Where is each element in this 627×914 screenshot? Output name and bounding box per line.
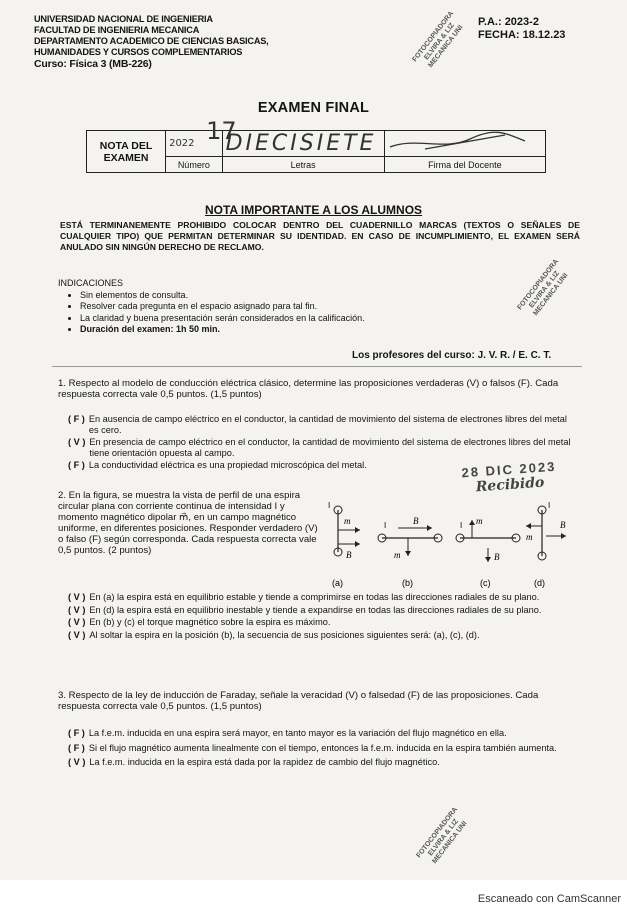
divider	[52, 366, 582, 367]
signature-cell	[384, 131, 545, 157]
option-row: ( V ) Al soltar la espira en la posición (b), la secuencia de sus posiciones siguientes será: (a), (c), (d).	[68, 629, 480, 640]
option-row: ( V ) La f.e.m. inducida en la espira está dada por la rapidez de cambio del flujo magnético.	[68, 757, 440, 767]
instructions	[58, 278, 365, 336]
svg-text:m: m	[526, 532, 533, 542]
figure-b	[378, 516, 442, 560]
figure-label: (b)	[402, 578, 413, 588]
question-3	[58, 690, 578, 712]
header-line: HUMANIDADES Y CURSOS COMPLEMENTARIOS	[34, 47, 243, 57]
option-text: En ausencia de campo eléctrico en el conductor, la cantidad de movimiento del sistema de electrones libres del metal es cero.	[88, 414, 567, 435]
figure-a	[328, 501, 360, 560]
letters-label: Letras	[222, 157, 384, 173]
copy-shop-stamp: FOTOCOPIADORA ELVIRA & LIZ MECANICA UNI	[516, 258, 570, 318]
option-text: La conductividad eléctrica es una propiedad microscópica del metal.	[88, 460, 367, 470]
scanner-footer: Escaneado con CamScanner	[477, 893, 621, 905]
option-text: En (d) la espira está en equilibrio inestable y tiende a expandirse en todas las direcciones radiales de su plano.	[89, 604, 542, 615]
institution-header	[34, 14, 269, 71]
svg-text:m: m	[394, 550, 401, 560]
handwritten-answer: V	[73, 617, 80, 627]
grade-box-label: NOTA DEL EXAMEN	[87, 131, 166, 173]
option-row: ( V ) En (b) y (c) el torque magnético sobre la espira es máximo.	[68, 617, 331, 627]
question-2-options	[68, 592, 578, 640]
svg-text:I: I	[328, 501, 331, 510]
course-name: Curso: Física 3 (MB-226)	[34, 58, 152, 70]
question-stem: 1. Respecto al modelo de conducción eléctrica clásico, determine las proposiciones verdaderas (V) o falsos (F). Cada respuesta correcta vale 0,5 puntos. (1,5 puntos)	[58, 378, 559, 400]
instruction-item: • Resolver cada pregunta en el espacio asignado para tal fin.	[80, 301, 365, 313]
option-row: ( F ) La f.e.m. inducida en una espira será mayor, en tanto mayor es la variación del flujo magnético en ella.	[68, 728, 507, 738]
option-text: En presencia de campo eléctrico en el conductor, la cantidad de movimiento del sistema de electrones libres del metal tiene orientación opuesta al campo.	[89, 437, 571, 458]
question-1	[58, 378, 578, 400]
option-row: ( V ) En presencia de campo eléctrico en el conductor, la cantidad de movimiento del sistema de electrones libres del metal tiene orientación opuesta al campo.	[68, 437, 578, 458]
handwritten-answer: V	[73, 592, 80, 602]
svg-text:B: B	[494, 552, 500, 562]
svg-text:m: m	[344, 516, 351, 526]
question-2	[58, 490, 320, 556]
handwritten-grade-number: 17	[206, 117, 237, 145]
header-line: UNIVERSIDAD NACIONAL DE INGENIERIA	[34, 14, 213, 24]
grade-box	[86, 117, 546, 173]
figure-label: (d)	[534, 578, 545, 588]
header-line: DEPARTAMENTO ACADEMICO DE CIENCIAS BASICAS,	[34, 36, 269, 46]
option-row: ( V ) En (d) la espira está en equilibrio inestable y tiende a expandirse en todas las direcciones radiales de su plano.	[68, 604, 542, 615]
header-line: FACULTAD DE INGENIERIA MECANICA	[34, 25, 200, 35]
loop-figure	[320, 500, 582, 590]
grade-number-cell	[166, 117, 237, 157]
question-stem: 3. Respecto de la ley de inducción de Faraday, señale la veracidad (V) o falsedad (F) de las proposiciones. Cada respuesta correcta vale 0,5 puntos. (1,5 puntos)	[58, 690, 539, 712]
svg-text:I: I	[548, 501, 551, 510]
grade-letters-cell	[222, 131, 384, 157]
instruction-item: • Duración del examen: 1h 50 min.	[80, 324, 365, 336]
figure-label: (a)	[332, 578, 343, 588]
svg-text:I: I	[384, 521, 387, 530]
handwritten-answer: F	[73, 728, 80, 738]
received-stamp	[461, 459, 558, 497]
option-text: La f.e.m. inducida en una espira será mayor, en tanto mayor es la variación del flujo magnético en ella.	[88, 728, 507, 738]
crossed-value: 2022	[169, 138, 195, 149]
exam-date: FECHA: 18.12.23	[478, 29, 566, 41]
exam-title: EXAMEN FINAL	[257, 100, 370, 116]
option-row: ( F ) En ausencia de campo eléctrico en el conductor, la cantidad de movimiento del sistema de electrones libres del metal es cero.	[68, 414, 578, 435]
option-text: La f.e.m. inducida en la espira está dada por la rapidez de cambio del flujo magnético.	[89, 757, 440, 767]
handwritten-answer: F	[73, 460, 80, 470]
academic-period: P.A.: 2023-2	[478, 16, 539, 28]
question-stem: 2. En la figura, se muestra la vista de perfil de una espira circular plana con corriente continua de intensidad I y momento magnético dipolar m⃗, en un campo magnético uniforme, en diferentes posiciones. Responder verdadero (V) o falso (F) según corresponda. Cada respuesta correcta vale 0,5 puntos. (2 puntos)	[58, 490, 318, 556]
received-date: 28 DIC 2023	[461, 458, 557, 481]
option-text: En (b) y (c) el torque magnético sobre la espira es máximo.	[89, 617, 331, 627]
received-word: Recibido	[475, 474, 545, 496]
instructions-title: INDICACIONES	[58, 278, 124, 288]
svg-text:m: m	[476, 516, 483, 526]
option-text: Si el flujo magnético aumenta linealmente con el tiempo, entonces la f.e.m. inducida en la espira también aumenta.	[88, 742, 557, 753]
handwritten-answer: V	[73, 629, 80, 640]
handwritten-answer: V	[73, 437, 80, 447]
notice-text: ESTÁ TERMINANEMENTE PROHIBIDO COLOCAR DENTRO DEL CUADERNILLO MARCAS (TEXTOS O SEÑALES DE CUALQUIER TIPO) QUE PERMITAN DETERMINAR SU IDENTIDAD. EN CASO DE INCUMPLIMIENTO, EL EXAMEN SERÁ ANULADO SIN NINGÚN DERECHO DE RECLAMO.	[60, 220, 580, 252]
svg-text:B: B	[560, 520, 566, 530]
handwritten-answer: F	[73, 742, 80, 753]
handwritten-answer: V	[73, 757, 80, 767]
option-text: En (a) la espira está en equilibrio estable y tiende a comprimirse en todas las direcciones radiales de su plano.	[89, 592, 540, 602]
handwritten-answer: V	[73, 604, 80, 615]
instruction-item: • Sin elementos de consulta.	[80, 290, 365, 302]
option-row: ( F ) La conductividad eléctrica es una propiedad microscópica del metal.	[68, 460, 367, 470]
option-row: ( F ) Si el flujo magnético aumenta linealmente con el tiempo, entonces la f.e.m. inducida en la espira también aumenta.	[68, 742, 557, 753]
figure-c	[456, 516, 520, 562]
signature-label: Firma del Docente	[384, 157, 545, 173]
instruction-item: • La claridad y buena presentación serán considerados en la calificación.	[80, 313, 365, 325]
copy-shop-stamp: FOTOCOPIADORA ELVIRA & LIZ MECANICA UNI	[411, 10, 465, 70]
figure-d	[526, 501, 566, 560]
svg-text:B: B	[346, 550, 352, 560]
handwritten-grade-letters: DIECISIETE	[225, 131, 377, 156]
teacher-signature	[385, 129, 535, 155]
notice-title: NOTA IMPORTANTE A LOS ALUMNOS	[204, 203, 423, 217]
instructions-list	[58, 290, 365, 336]
svg-text:B: B	[413, 516, 419, 526]
number-label: Número	[166, 157, 222, 173]
option-text: Al soltar la espira en la posición (b), la secuencia de sus posiciones siguientes será: (a), (c), (d).	[89, 629, 480, 640]
copy-shop-stamp: FOTOCOPIADORA ELVIRA & LIZ MECANICA UNI	[415, 806, 469, 866]
handwritten-answer: F	[73, 414, 80, 424]
svg-text:I: I	[460, 521, 463, 530]
option-row: ( V ) En (a) la espira está en equilibrio estable y tiende a comprimirse en todas las direcciones radiales de su plano.	[68, 592, 540, 602]
figure-label: (c)	[480, 578, 491, 588]
period-date	[478, 16, 565, 42]
question-3-options	[68, 728, 578, 768]
professors: Los profesores del curso: J. V. R. / E. C. T.	[352, 350, 552, 361]
